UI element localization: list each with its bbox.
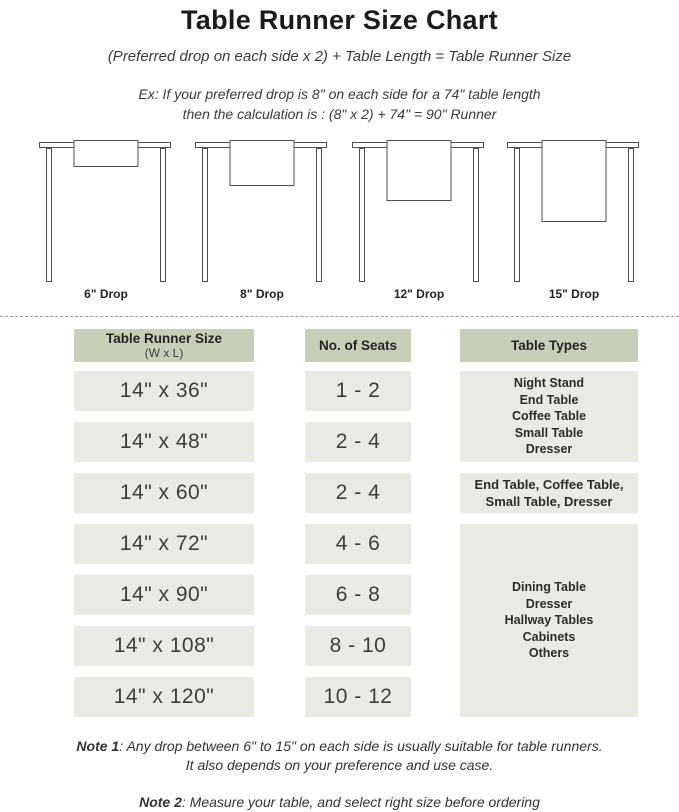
size-value: 14" x 108": [113, 634, 215, 657]
seats-cell: [305, 626, 411, 666]
table-leg-left: [46, 148, 52, 282]
size-value: 14" x 90": [119, 583, 209, 606]
example-line-1: Ex: If your preferred drop is 8" on each side for a 74" table length: [138, 86, 541, 102]
size-cell: [74, 575, 254, 615]
note-2-label: Note 2: [139, 794, 182, 810]
column-runner-size: [74, 329, 254, 717]
drop-label: 12" Drop: [393, 287, 445, 301]
table-diagram-8in-drop: [195, 140, 329, 305]
header-seats: [305, 329, 411, 362]
table-type: Hallway Tables: [504, 613, 594, 628]
runner-graphic: [542, 140, 607, 222]
seats-value: 4 - 6: [335, 532, 381, 555]
header-table-types: [460, 329, 638, 362]
seats-cell: [305, 422, 411, 462]
note-1-text-line2: It also depends on your preference and use case.: [185, 757, 494, 773]
size-value: 14" x 48": [119, 430, 209, 453]
size-cell: [74, 626, 254, 666]
seats-value: 6 - 8: [335, 583, 381, 606]
runner-graphic: [74, 140, 139, 167]
table-type: End Table, Coffee Table,: [474, 477, 624, 492]
drop-diagrams: [0, 140, 679, 305]
note-1: [0, 737, 679, 775]
header-runner-size-title: Table Runner Size: [105, 331, 223, 346]
note-2: [0, 793, 679, 812]
table-types-block-large: [460, 524, 638, 717]
drop-label: 8" Drop: [240, 287, 284, 301]
table-type: Dresser: [525, 596, 573, 611]
seats-cell: [305, 473, 411, 513]
note-2-text: : Measure your table, and select right size before ordering: [181, 794, 540, 810]
table-type: Dining Table: [511, 580, 587, 595]
table-diagram-6in-drop: [39, 140, 173, 305]
size-cell: [74, 677, 254, 717]
seats-value: 8 - 10: [329, 634, 387, 657]
table-type: End Table: [519, 392, 579, 407]
drop-label: 6" Drop: [84, 287, 128, 301]
size-value: 14" x 72": [119, 532, 209, 555]
header-seats-title: No. of Seats: [318, 338, 397, 353]
size-chart-table: [0, 329, 679, 721]
runner-graphic: [230, 140, 295, 186]
table-type: Dresser: [525, 442, 573, 457]
table-leg-left: [514, 148, 520, 282]
column-table-types: [460, 329, 638, 717]
table-leg-right: [628, 148, 634, 282]
seats-cell: [305, 575, 411, 615]
size-value: 14" x 60": [119, 481, 209, 504]
page-title: Table Runner Size Chart: [181, 5, 498, 35]
table-leg-right: [473, 148, 479, 282]
table-leg-left: [202, 148, 208, 282]
table-leg-right: [160, 148, 166, 282]
note-1-label: Note 1: [76, 738, 120, 754]
table-leg-right: [316, 148, 322, 282]
table-types-block-medium: [460, 473, 638, 513]
seats-cell: [305, 677, 411, 717]
header-table-types-title: Table Types: [510, 338, 588, 353]
seats-value: 2 - 4: [335, 430, 381, 453]
column-seats: [305, 329, 411, 717]
size-cell: [74, 422, 254, 462]
size-value: 14" x 120": [113, 685, 215, 708]
seats-value: 1 - 2: [335, 379, 381, 402]
table-type: Night Stand: [513, 376, 585, 391]
runner-graphic: [387, 140, 452, 201]
size-value: 14" x 36": [119, 379, 209, 402]
size-cell: [74, 524, 254, 564]
table-type: Others: [528, 646, 570, 661]
table-type: Coffee Table: [511, 409, 587, 424]
table-diagram-12in-drop: [352, 140, 486, 305]
table-type: Cabinets: [522, 629, 576, 644]
size-cell: [74, 473, 254, 513]
table-types-block-small: [460, 371, 638, 462]
note-1-text: : Any drop between 6" to 15" on each side is usually suitable for table runners.: [119, 738, 603, 754]
seats-cell: [305, 371, 411, 411]
example-line-2: then the calculation is : (8" x 2) + 74" = 90" Runner: [182, 106, 497, 122]
header-runner-size-subtitle: (W x L): [144, 346, 184, 360]
header-runner-size: [74, 329, 254, 362]
table-type: Small Table, Dresser: [485, 494, 613, 509]
table-type: Small Table: [514, 425, 584, 440]
seats-cell: [305, 524, 411, 564]
table-leg-left: [359, 148, 365, 282]
size-cell: [74, 371, 254, 411]
dashed-divider: [0, 316, 679, 317]
table-diagram-15in-drop: [507, 140, 641, 305]
seats-value: 2 - 4: [335, 481, 381, 504]
formula-line: (Preferred drop on each side x 2) + Table Length = Table Runner Size: [107, 48, 572, 65]
seats-value: 10 - 12: [323, 685, 393, 708]
drop-label: 15" Drop: [548, 287, 600, 301]
